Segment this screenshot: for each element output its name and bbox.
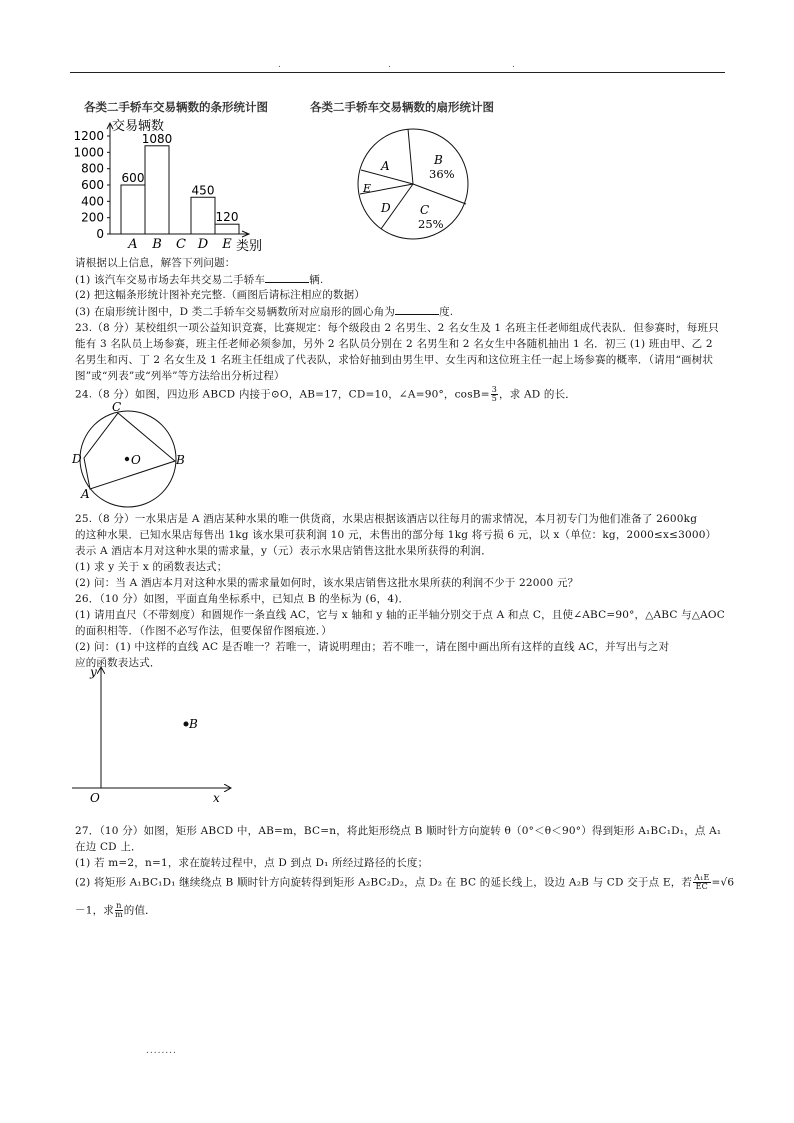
- q26-line4: (2) 问：(1) 中这样的直线 AC 是否唯一？若唯一，请说明理由；若不唯一，请在图中画出所有这样的直线 AC，并写出与之对: [75, 641, 670, 653]
- bar-value-label: 600: [121, 171, 145, 185]
- q27-line4-b: =√6: [711, 876, 735, 889]
- q24-text-b: ，求 AD 的长．: [499, 388, 576, 401]
- bar-y-tick-label: 0: [96, 227, 104, 241]
- bar-category-label: E: [222, 237, 232, 252]
- q23-text: 23.（8 分）某校组织一项公益知识竞赛，比赛规定：每个级段由 2 名男生、2 名女生及 1 名班主任老师组成代表队．但参赛时，每班只能有 3 名队员上场参赛，班主任老师必须参加，另外 2 名队员分别在 2 名男生和 2 名女生中各随机抽出 1 名．初三 (1) 班由甲、乙 2 名男生和丙、丁 2 名女生及 1 名班主任组成了代表队，求恰好抽到由男生甲、女生丙和这位班主任一起上场参赛的概率．（请用“画树状图”或“列表”或“列举”等方法给出分析过程）: [75, 322, 719, 382]
- label-a: A: [81, 487, 90, 501]
- footer-dots: ........: [146, 1046, 177, 1056]
- q22-part3-a: (3) 在扇形统计图中，D 类二手轿车交易辆数所对应扇形的圆心角为: [75, 306, 396, 318]
- q25-line5: (2) 问：当 A 酒店本月对这种水果的需求量如何时，该水果店销售这批水果所获的利润不少于 22000 元？: [75, 577, 579, 589]
- q25-line1: 25.（8 分）一水果店是 A 酒店某种水果的唯一供货商，水果店根据该酒店以往每月的需求情况，本月初专门为他们准备了 2600kg: [75, 513, 698, 525]
- bar-category-label: B: [152, 237, 162, 252]
- q22-part1-a: (1) 该汽车交易市场去年共交易二手轿车: [75, 274, 266, 286]
- q27-fraction-ae-ec: [693, 874, 710, 891]
- y-axis-label: y: [90, 665, 97, 679]
- q27-line5-a: －1，求: [75, 904, 114, 917]
- bar-y-tick-label: 800: [81, 161, 104, 176]
- header-dot: .: [512, 60, 515, 70]
- pie-chart-title: 各类二手轿车交易辆数的扇形统计图: [310, 100, 494, 114]
- q27-line2: 在边 CD 上．: [75, 841, 142, 853]
- bar-y-axis-label: 交易辆数: [112, 119, 165, 134]
- bar-value-label: 450: [191, 183, 215, 198]
- q27-frac-m: m: [114, 910, 123, 919]
- q27-line4: [75, 874, 734, 891]
- q25-line4: (1) 求 y 关于 x 的函数表达式；: [75, 561, 228, 573]
- bar-category-label: C: [176, 237, 186, 252]
- q24-circle-figure: [70, 400, 190, 510]
- bar-e: [215, 224, 239, 234]
- q27-frac-n: n: [116, 901, 122, 910]
- q27-line4-a: (2) 将矩形 A₁BC₁D₁ 继续绕点 B 顺时针方向旋转得到矩形 A₂BC₂D₂，点 D₂ 在 BC 的延长线上，设边 A₂B 与 CD 交于点 E，若: [75, 876, 693, 889]
- pie-pct-b: 36%: [429, 167, 455, 181]
- pie-line-ab: [408, 129, 413, 184]
- q27-frac-den: EC: [695, 882, 709, 891]
- bar-category-label: D: [197, 237, 209, 252]
- label-d: D: [72, 452, 82, 466]
- q26-coordinate-figure: [70, 664, 240, 809]
- answer-blank[interactable]: [265, 272, 309, 283]
- q22-part2: (2) 把这幅条形统计图补充完整.（画图后请标注相应的数据）: [75, 289, 366, 301]
- bar-y-tick-label: 600: [81, 178, 104, 192]
- q26-line5: 应的函数表达式．: [75, 657, 161, 669]
- center-point: [125, 457, 129, 461]
- bar-y-tick-label: 200: [81, 210, 104, 225]
- q24-fraction: [491, 386, 498, 403]
- point-b: [184, 722, 189, 727]
- q26-line1: 26．（10 分）如图，平面直角坐标系中，已知点 B 的坐标为 (6，4)．: [75, 593, 410, 605]
- x-axis-label: x: [213, 791, 220, 805]
- bar-a: [121, 185, 145, 234]
- bar-y-tick-label: 1200: [73, 129, 104, 143]
- label-c: C: [112, 400, 122, 414]
- bar-value-label: 120: [215, 210, 239, 225]
- pie-label-c: C: [420, 203, 430, 217]
- label-o: O: [131, 453, 141, 467]
- q27-line5: [75, 902, 156, 919]
- q27-line5-b: 的值．: [123, 904, 156, 917]
- q27-line3: (1) 若 m=2，n=1，求在旋转过程中，点 D 到点 D₁ 所经过路径的长度；: [75, 857, 429, 869]
- bar-b: [145, 146, 169, 234]
- answer-blank[interactable]: [395, 304, 439, 315]
- q27-fraction-n-m: [115, 902, 123, 919]
- q27-frac-num: A₁E: [694, 873, 710, 882]
- q24-frac-den: 5: [491, 394, 498, 403]
- q24-text-a: 24.（8 分）如图，四边形 ABCD 内接于⊙O，AB=17，CD=10，∠A=90°，cosB=: [75, 388, 490, 401]
- q22-intro: 请根据以上信息，解答下列问题：: [75, 257, 236, 269]
- q22-part3-b: 度.: [439, 306, 454, 318]
- pie-pct-c: 25%: [418, 217, 444, 231]
- q26-line3: 的面积相等．（作图不必写作法，但要保留作图痕迹．）: [75, 625, 332, 637]
- header-dot: .: [388, 60, 391, 70]
- q22-part1-b: 辆.: [309, 274, 324, 286]
- header-dot: .: [278, 60, 281, 70]
- bar-x-axis-label: 类别: [236, 239, 263, 254]
- bar-d: [191, 197, 215, 234]
- pie-label-b: B: [434, 153, 443, 167]
- origin-label: O: [90, 791, 100, 805]
- pie-label-e: E: [363, 182, 372, 195]
- q25-line2: 的这种水果．已知水果店每售出 1kg 该水果可获利润 10 元，未售出的部分每 1kg 将亏损 6 元，以 x（单位：kg，2000≤x≤3000）: [75, 529, 717, 541]
- pie-label-a: A: [381, 159, 390, 173]
- bar-value-label: 1080: [141, 131, 173, 146]
- q27-line1: 27．（10 分）如图，矩形 ABCD 中，AB=m，BC=n，将此矩形绕点 B 顺时针方向旋转 θ（0°＜θ＜90°）得到矩形 A₁BC₁D₁，点 A₁: [75, 825, 722, 837]
- bar-y-tick-label: 1000: [73, 145, 104, 160]
- label-b: B: [176, 453, 185, 467]
- q25-line3: 表示 A 酒店本月对这种水果的需求量，y（元）表示水果店销售这批水果所获得的利润．: [75, 545, 492, 557]
- q24-frac-num: 3: [491, 385, 498, 394]
- pie-line-bc: [413, 184, 466, 204]
- q26-line2: (1) 请用直尺（不带刻度）和圆规作一条直线 AC，它与 x 轴和 y 轴的正半轴分别交于点 A 和点 C，且使∠ABC=90°，△ABC 与△AOC: [75, 609, 725, 621]
- point-b-label: B: [189, 717, 198, 731]
- bar-y-tick-label: 400: [81, 194, 104, 209]
- q22-part3: [75, 304, 453, 319]
- bar-category-label: A: [128, 237, 138, 252]
- q22-part1: [75, 272, 323, 287]
- pie-chart: [355, 128, 475, 244]
- pie-label-d: D: [381, 201, 391, 215]
- bar-chart-title: 各类二手轿车交易辆数的条形统计图: [84, 100, 268, 114]
